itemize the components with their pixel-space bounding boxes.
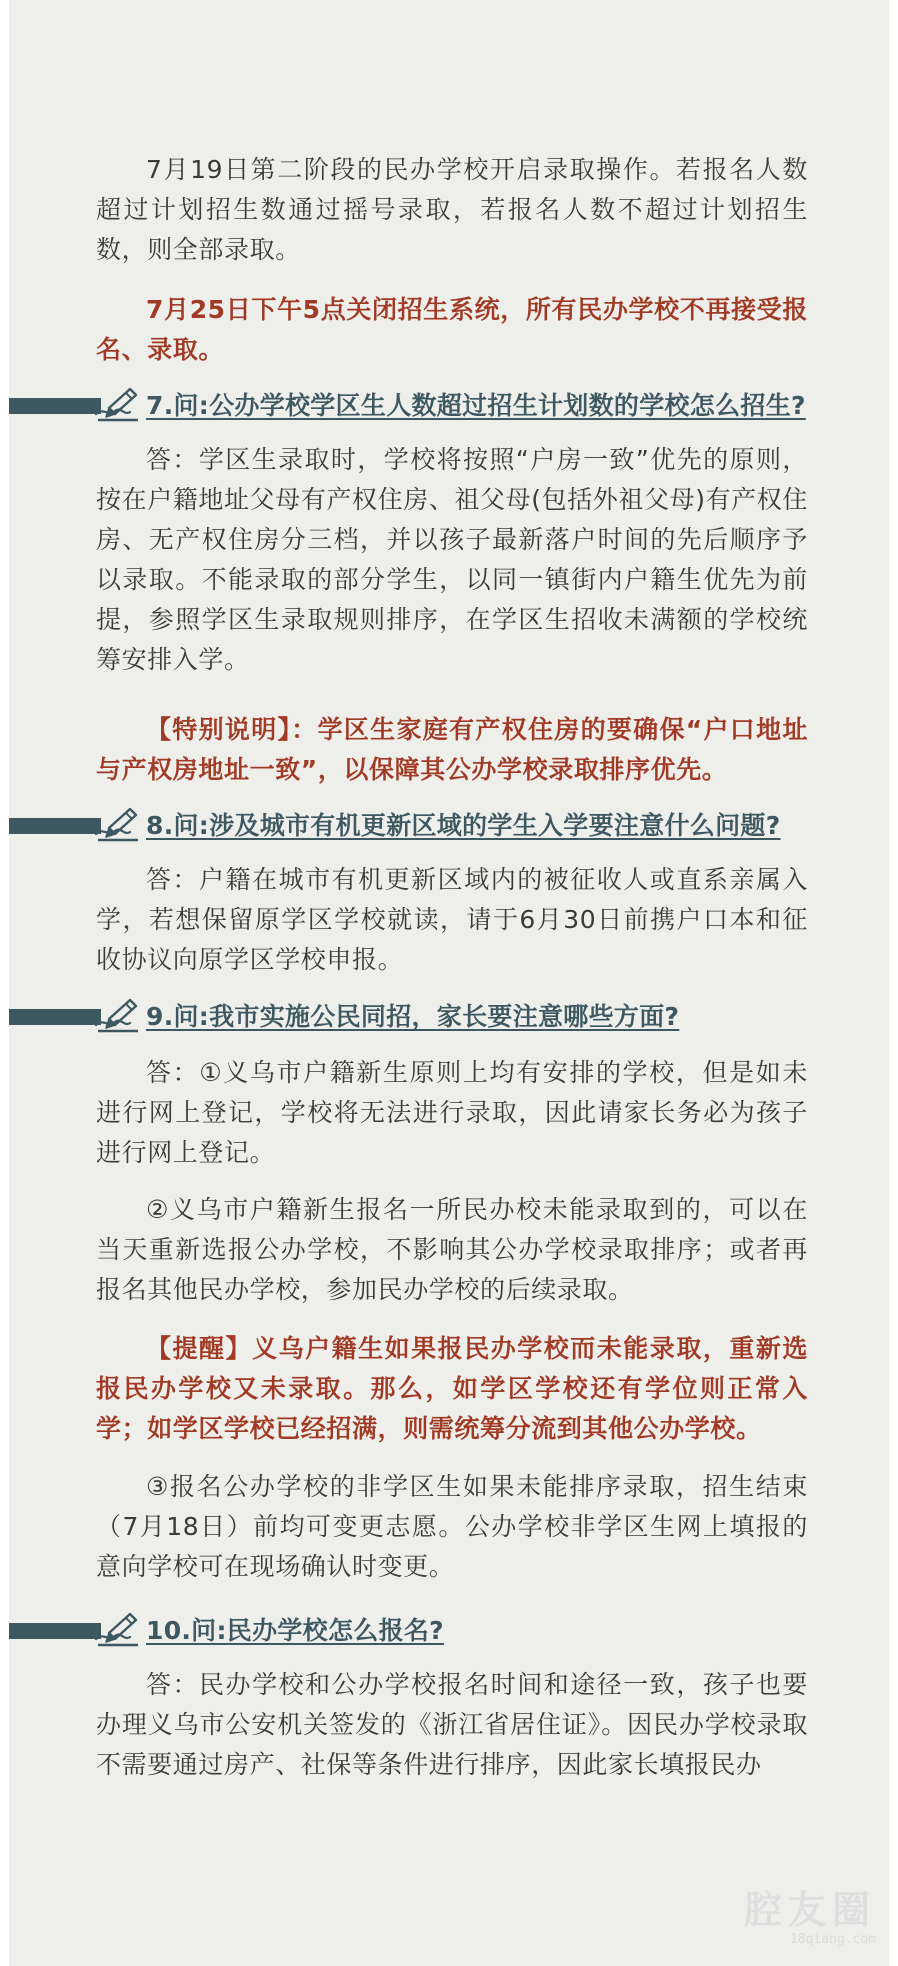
pen-writing-icon: [92, 1609, 140, 1647]
pen-writing-icon: [92, 995, 140, 1033]
question-9-bar: [9, 1009, 101, 1025]
paragraph-private-school-phase2: 7月19日第二阶段的民办学校开启录取操作。若报名人数超过计划招生数通过摇号录取，若报名人数不超过计划招生数，则全部录取。: [96, 155, 808, 264]
watermark-logo-text: 腔友圈: [743, 1888, 876, 1932]
question-9-title: 9.问:我市实施公民同招，家长要注意哪些方面?: [146, 1002, 680, 1031]
watermark: [744, 1888, 876, 1948]
special-note: 【特别说明】：学区生家庭有产权住房的要确保“户口地址与产权房地址一致”，以保障其公办学校录取排序优先。: [96, 715, 808, 784]
reminder-note: 【提醒】义乌户籍生如果报民办学校而未能录取，重新选报民办学校又未录取。那么，如学区学校还有学位则正常入学；如学区学校已经招满，则需统筹分流到其他公办学校。: [96, 1334, 808, 1443]
answer-9-part-1: 答：①义乌市户籍新生原则上均有安排的学校，但是如未进行网上登记，学校将无法进行录取，因此请家长务必为孩子进行网上登记。: [96, 1058, 808, 1167]
pen-writing-icon: [92, 804, 140, 842]
answer-10: 答：民办学校和公办学校报名时间和途径一致，孩子也要办理义乌市公安机关签发的《浙江省居住证》。因民办学校录取不需要通过房产、社保等条件进行排序，因此家长填报民办: [96, 1670, 808, 1779]
question-7-bar: [9, 398, 101, 414]
question-10-title: 10.问:民办学校怎么报名?: [146, 1616, 444, 1645]
answer-9-part-2: ②义乌市户籍新生报名一所民办校未能录取到的，可以在当天重新选报公办学校，不影响其公办学校录取排序；或者再报名其他民办学校，参加民办学校的后续录取。: [96, 1195, 808, 1304]
question-8-bar: [9, 818, 101, 834]
question-7-title: 7.问:公办学校学区生人数超过招生计划数的学校怎么招生?: [146, 391, 806, 420]
question-10-bar: [9, 1623, 101, 1639]
notice-system-close: 7月25日下午5点关闭招生系统，所有民办学校不再接受报名、录取。: [96, 295, 808, 364]
answer-8: 答：户籍在城市有机更新区域内的被征收人或直系亲属入学，若想保留原学区学校就读，请于6月30日前携户口本和征收协议向原学区学校申报。: [96, 865, 808, 974]
pen-writing-icon: [92, 384, 140, 422]
answer-7: 答：学区生录取时，学校将按照“户房一致”优先的原则，按在户籍地址父母有产权住房、祖父母(包括外祖父母)有产权住房、无产权住房分三档，并以孩子最新落户时间的先后顺序予以录取。不能录取的部分学生，以同一镇街内户籍生优先为前提，参照学区生录取规则排序，在学区生招收未满额的学校统筹安排入学。: [96, 445, 808, 674]
answer-9-part-3: ③报名公办学校的非学区生如果未能排序录取，招生结束（7月18日）前均可变更志愿。公办学校非学区生网上填报的意向学校可在现场确认时变更。: [96, 1472, 808, 1581]
question-8-title: 8.问:涉及城市有机更新区域的学生入学要注意什么问题?: [146, 811, 781, 840]
watermark-url: 18qiang.com: [789, 1932, 876, 1947]
